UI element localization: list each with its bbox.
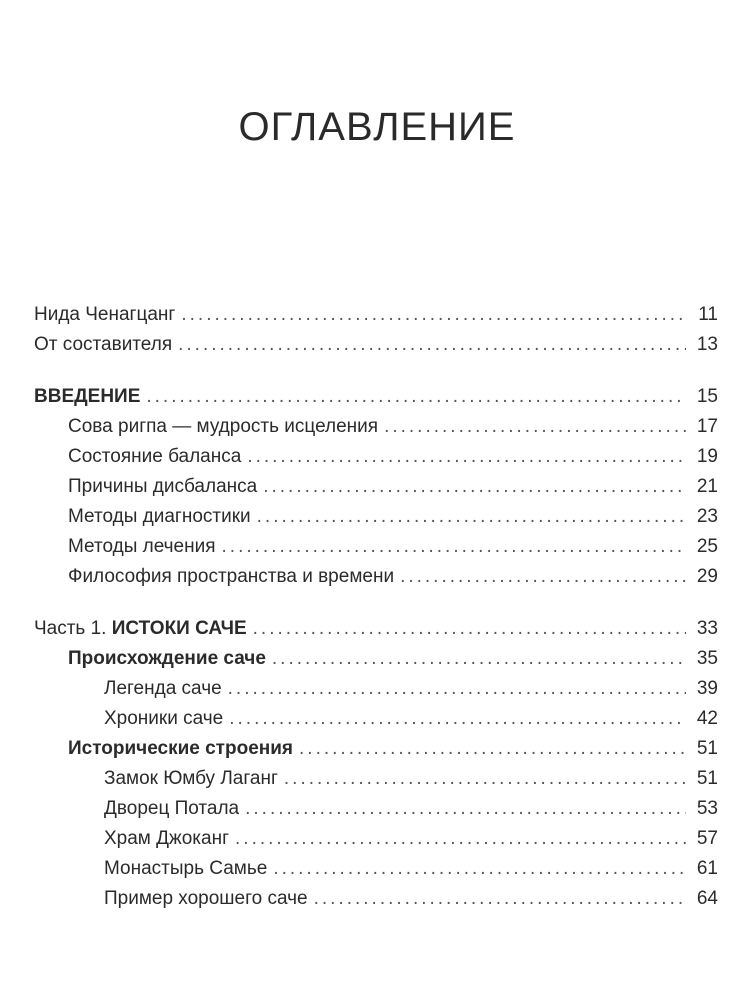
toc-entry-page: 17 — [696, 416, 718, 437]
toc-entry-label: Легенда саче — [104, 678, 222, 699]
toc-entry-page: 53 — [696, 798, 718, 819]
leader-dots — [178, 330, 686, 360]
toc-entry-label: Хроники саче — [104, 708, 224, 729]
toc-entry-label: ВВЕДЕНИЕ — [34, 386, 141, 407]
toc-entry — [34, 794, 718, 824]
toc-entry-label: Пример хорошего саче — [104, 888, 308, 909]
toc-entry-page: 42 — [696, 708, 718, 729]
toc-entry-label: Замок Юмбу Лаганг — [104, 768, 278, 789]
toc-part-label — [34, 614, 247, 644]
toc-entry — [34, 442, 718, 472]
leader-dots — [400, 562, 686, 592]
toc-entry — [34, 562, 718, 592]
leader-dots — [247, 442, 686, 472]
toc-entry-page: 23 — [696, 506, 718, 527]
table-of-contents — [34, 300, 718, 914]
leader-dots — [273, 854, 686, 884]
leader-dots — [222, 532, 686, 562]
toc-entry — [34, 704, 718, 734]
toc-entry-label: Дворец Потала — [104, 798, 240, 819]
toc-entry-page: 19 — [696, 446, 718, 467]
leader-dots — [228, 674, 686, 704]
leader-dots — [257, 502, 686, 532]
leader-dots — [146, 382, 686, 412]
leader-dots — [245, 794, 686, 824]
leader-dots — [299, 734, 686, 764]
toc-entry-label: Храм Джоканг — [104, 828, 230, 849]
toc-entry-label: Исторические строения — [68, 738, 294, 759]
leader-dots — [272, 644, 686, 674]
leader-dots — [229, 704, 686, 734]
toc-entry-page: 25 — [696, 536, 718, 557]
toc-entry-page: 29 — [696, 566, 718, 587]
toc-entry-label: Сова ригпа — мудрость исцеления — [68, 416, 379, 437]
toc-entry-label: Причины дисбаланса — [68, 476, 258, 497]
toc-entry-page: 57 — [696, 828, 718, 849]
toc-entry-page: 15 — [696, 386, 718, 407]
toc-entry-page: 33 — [696, 618, 718, 639]
toc-entry-label: Происхождение саче — [68, 648, 266, 669]
toc-entry-page: 21 — [696, 476, 718, 497]
part-title: ИСТОКИ САЧЕ — [111, 618, 247, 639]
page-title: ОГЛАВЛЕНИЕ — [238, 105, 516, 149]
toc-entry — [34, 472, 718, 502]
toc-entry — [34, 300, 718, 330]
toc-entry — [34, 824, 718, 854]
leader-dots — [235, 824, 686, 854]
toc-part-heading — [34, 614, 718, 644]
toc-section-heading — [34, 382, 718, 412]
leader-dots — [314, 884, 686, 914]
toc-entry — [34, 854, 718, 884]
leader-dots — [181, 300, 686, 330]
toc-entry-page: 61 — [696, 858, 718, 879]
toc-entry-page: 51 — [696, 768, 718, 789]
toc-entry-label: Монастырь Самье — [104, 858, 268, 879]
toc-entry — [34, 532, 718, 562]
toc-chapter-heading — [34, 734, 718, 764]
toc-entry-label: Состояние баланса — [68, 446, 242, 467]
toc-entry — [34, 884, 718, 914]
toc-entry — [34, 674, 718, 704]
toc-entry — [34, 764, 718, 794]
toc-entry-page: 35 — [696, 648, 718, 669]
toc-chapter-heading — [34, 644, 718, 674]
toc-entry-page: 11 — [698, 304, 718, 325]
toc-entry-label: Методы лечения — [68, 536, 216, 557]
toc-entry — [34, 330, 718, 360]
part-number: Часть 1. — [34, 618, 107, 639]
leader-dots — [384, 412, 686, 442]
toc-entry — [34, 502, 718, 532]
toc-entry-page: 51 — [696, 738, 718, 759]
toc-entry-label: Нида Ченагцанг — [34, 304, 176, 325]
toc-entry-label: От составителя — [34, 334, 173, 355]
toc-entry — [34, 412, 718, 442]
toc-entry-label: Философия пространства и времени — [68, 566, 395, 587]
toc-entry-label: Методы диагностики — [68, 506, 251, 527]
leader-dots — [253, 614, 686, 644]
leader-dots — [284, 764, 686, 794]
toc-entry-page: 13 — [696, 334, 718, 355]
toc-entry-page: 39 — [696, 678, 718, 699]
toc-entry-page: 64 — [696, 888, 718, 909]
leader-dots — [263, 472, 686, 502]
